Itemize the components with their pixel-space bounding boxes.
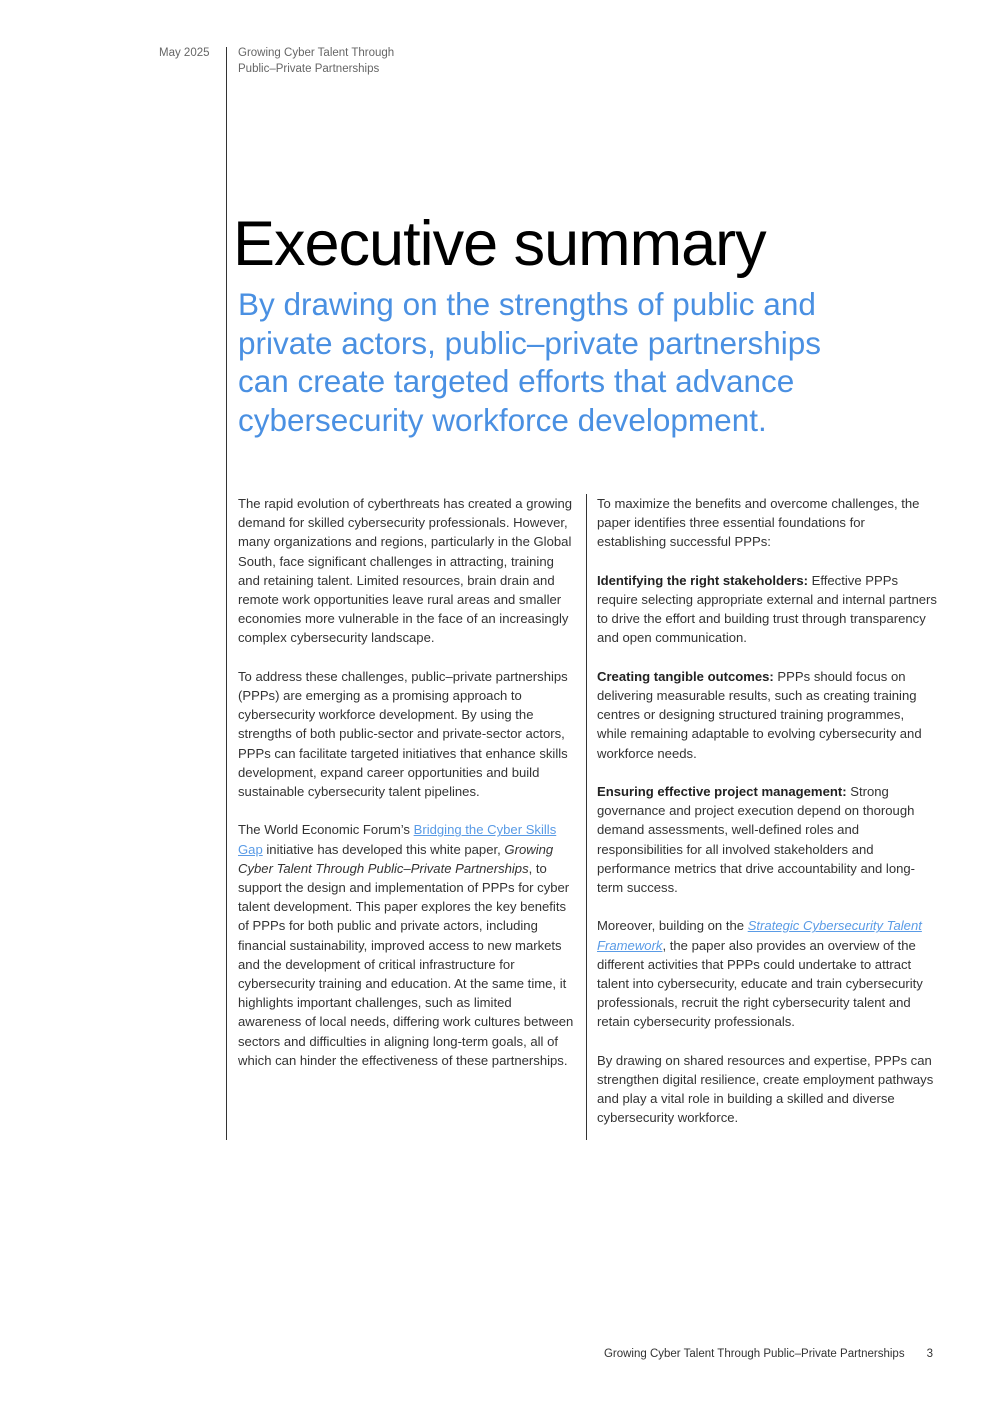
paragraph: The rapid evolution of cyberthreats has created a growing demand for skilled cybersecurity professionals. However, many organizations and regions, particularly in the Global South, face significant challenges in attracting, training and retaining talent. Limited resources, brain drain and remote work opportunities leave rural areas and smaller economies more vulnerable in the face of an increasingly complex cybersecurity landscape.: [238, 496, 573, 646]
paragraph: To address these challenges, public–private partnerships (PPPs) are emerging as a promising approach to cybersecurity workforce development. By using the strengths of both public-sector and private-sector actors, PPPs can facilitate targeted initiatives that enhance skills development, expand career opportunities and build sustainable cybersecurity talent pipelines.: [238, 668, 568, 800]
footer-title: Growing Cyber Talent Through Public–Private Partnerships: [603, 1348, 905, 1360]
margin-rule: [226, 47, 227, 1140]
header-title-line1: Growing Cyber Talent Through: [238, 47, 395, 59]
paragraph-text: , the paper also provides an overview of the different activities that PPPs could undertake to attract talent into cybersecurity, educate and train cybersecurity professionals, recruit the right cybersecurity talent and retain cybersecurity professionals.: [597, 937, 923, 1030]
foundation-label: Ensuring effective project management:: [597, 784, 847, 799]
paper-title-italic: Growing Cyber Talent Through Public–Private Partnerships: [238, 841, 554, 876]
lead-paragraph: By drawing on the strengths of public and private actors, public–private partnerships can create targeted efforts that advance cybersecurity workforce development.: [238, 286, 822, 438]
foundation-item: [597, 782, 937, 897]
left-column: [238, 494, 578, 1070]
paragraph: [238, 820, 578, 1070]
strategic-cybersecurity-talent-framework-link[interactable]: Strategic Cybersecurity Talent Framework: [597, 918, 922, 953]
paragraph-text: Moreover, building on the: [597, 918, 748, 934]
foundation-label: Creating tangible outcomes:: [597, 668, 774, 684]
paragraph-text: , to support the design and implementation of PPPs for cyber talent development. This paper explores the key benefits of PPPs for both public and private actors, including financial sustainability, improved access to new markets and the development of critical infrastructure for cybersecurity training and education. At the same time, it highlights important challenges, such as limited awareness of local needs, differing work cultures between sectors and difficulties in aligning long-term goals, all of which can hinder the effectiveness of these partnerships.: [238, 860, 574, 1068]
paragraph-text: initiative has developed this white paper,: [262, 841, 505, 857]
right-column: [597, 494, 937, 1128]
header-title-line2: Public–Private Partnerships: [238, 63, 380, 75]
footer: [540, 1346, 933, 1362]
column-divider: [586, 494, 587, 1140]
paragraph: [597, 916, 937, 1031]
foundation-label: Identifying the right stakeholders:: [597, 572, 808, 588]
foundation-text: PPPs should focus on delivering measurable results, such as creating training centres or designing structured training programmes, while remaining adaptable to evolving cybersecurity and workforce needs.: [597, 668, 922, 761]
header-date: May 2025: [159, 47, 210, 59]
foundation-item: [597, 571, 937, 648]
page-title: Executive summary: [233, 209, 766, 279]
page-number: 3: [926, 1348, 933, 1360]
foundation-text: Effective PPPs require selecting appropriate external and internal partners to drive the effort and building trust through transparency and open communication.: [597, 572, 937, 646]
paragraph: By drawing on shared resources and expertise, PPPs can strengthen digital resilience, create employment pathways and play a vital role in building a skilled and diverse cybersecurity workforce.: [597, 1052, 934, 1126]
foundation-text: Strong governance and project execution depend on thorough demand assessments, well-defined roles and responsibilities for all involved stakeholders and performance metrics that drive accountability and long-term success.: [597, 784, 916, 896]
foundation-item: [597, 667, 937, 763]
header-title: [238, 45, 458, 77]
bridging-cyber-skills-gap-link[interactable]: Bridging the Cyber Skills Gap: [238, 822, 557, 857]
paragraph-text: The World Economic Forum’s: [238, 822, 414, 838]
paragraph: To maximize the benefits and overcome challenges, the paper identifies three essential foundations for establishing successful PPPs:: [597, 496, 920, 550]
